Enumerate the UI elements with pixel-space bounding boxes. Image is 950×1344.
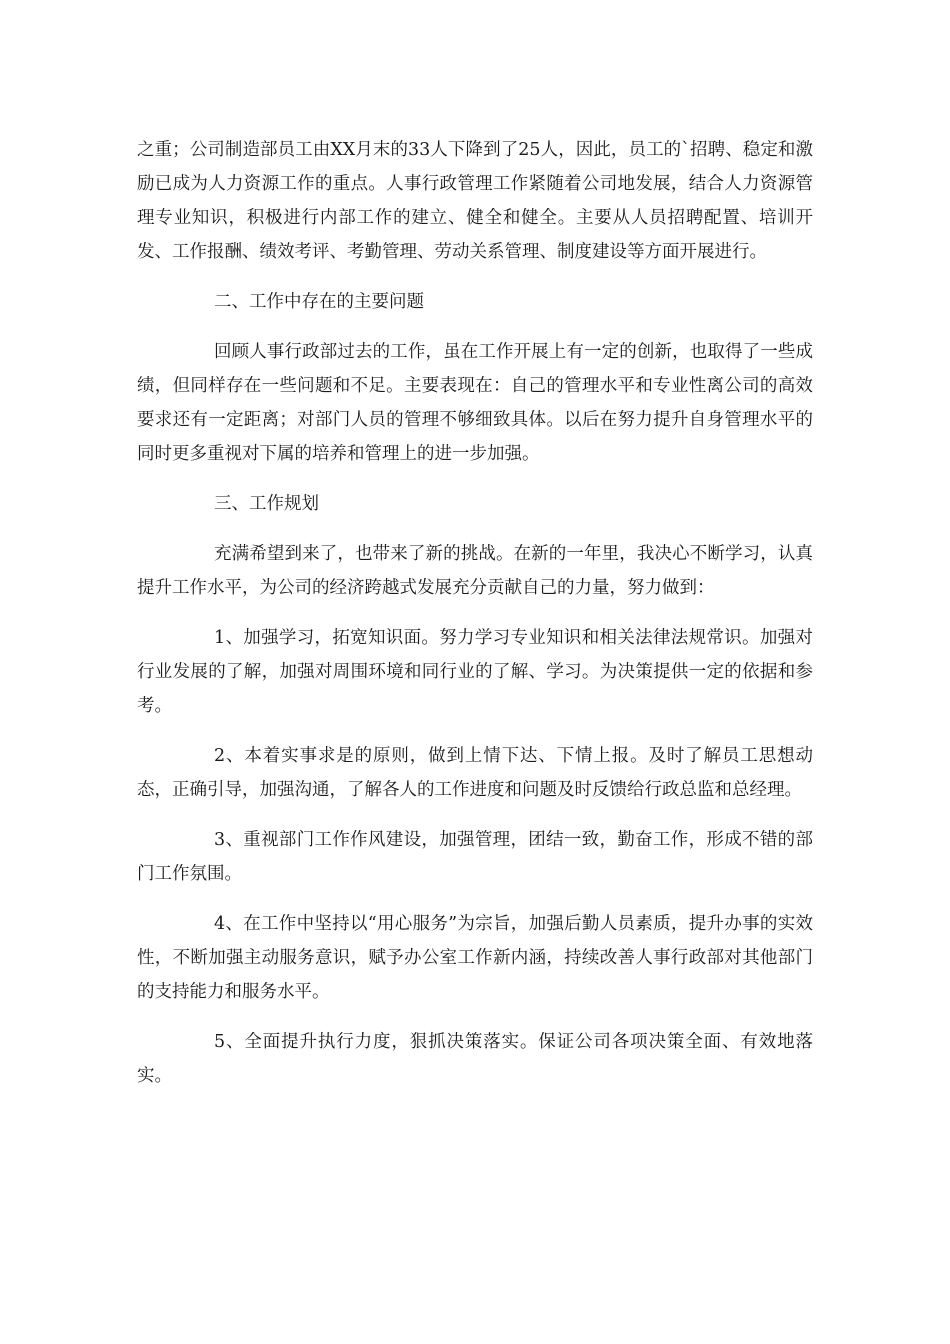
paragraph-problems: 回顾人事行政部过去的工作，虽在工作开展上有一定的创新，也取得了一些成绩，但同样存在一些问题和不足。主要表现在：自己的管理水平和专业性离公司的高效要求还有一定距离；对部门人员的管理不够细致具体。以后在努力提升自身管理水平的同时更多重视对下属的培养和管理上的进一步加强。 — [137, 342, 813, 464]
list-item-1: 1、加强学习，拓宽知识面。努力学习专业知识和相关法律法规常识。加强对行业发展的了解，加强对周围环境和同行业的了解、学习。为决策提供一定的依据和参考。 — [137, 628, 813, 716]
list-item-5: 5、全面提升执行力度，狠抓决策落实。保证公司各项决策全面、有效地落实。 — [137, 1032, 813, 1086]
paragraph-planning-intro: 充满希望到来了，也带来了新的挑战。在新的一年里，我决心不断学习，认真提升工作水平，为公司的经济跨越式发展充分贡献自己的力量，努力做到： — [137, 544, 813, 598]
paragraph-intro-continued: 之重；公司制造部员工由XX月末的33人下降到了25人，因此，员工的`招聘、稳定和激励已成为人力资源工作的重点。人事行政管理工作紧随着公司地发展，结合人力资源管理专业知识，积极进行内部工作的建立、健全和健全。主要从人员招聘配置、培训开发、工作报酬、绩效考评、考勤管理、劳动关系管理、制度建设等方面开展进行。 — [137, 140, 813, 262]
list-item-4: 4、在工作中坚持以“用心服务”为宗旨，加强后勤人员素质，提升办事的实效性，不断加强主动服务意识，赋予办公室工作新内涵，持续改善人事行政部对其他部门的支持能力和服务水平。 — [137, 914, 813, 1002]
list-item-2: 2、本着实事求是的原则，做到上情下达、下情上报。及时了解员工思想动态，正确引导，加强沟通，了解各人的工作进度和问题及时反馈给行政总监和总经理。 — [137, 746, 813, 800]
document-body — [137, 133, 813, 1093]
section-heading-problems: 二、工作中存在的主要问题 — [214, 292, 424, 312]
section-heading-planning: 三、工作规划 — [214, 494, 319, 514]
list-item-3: 3、重视部门工作作风建设，加强管理，团结一致，勤奋工作，形成不错的部门工作氛围。 — [137, 830, 813, 884]
